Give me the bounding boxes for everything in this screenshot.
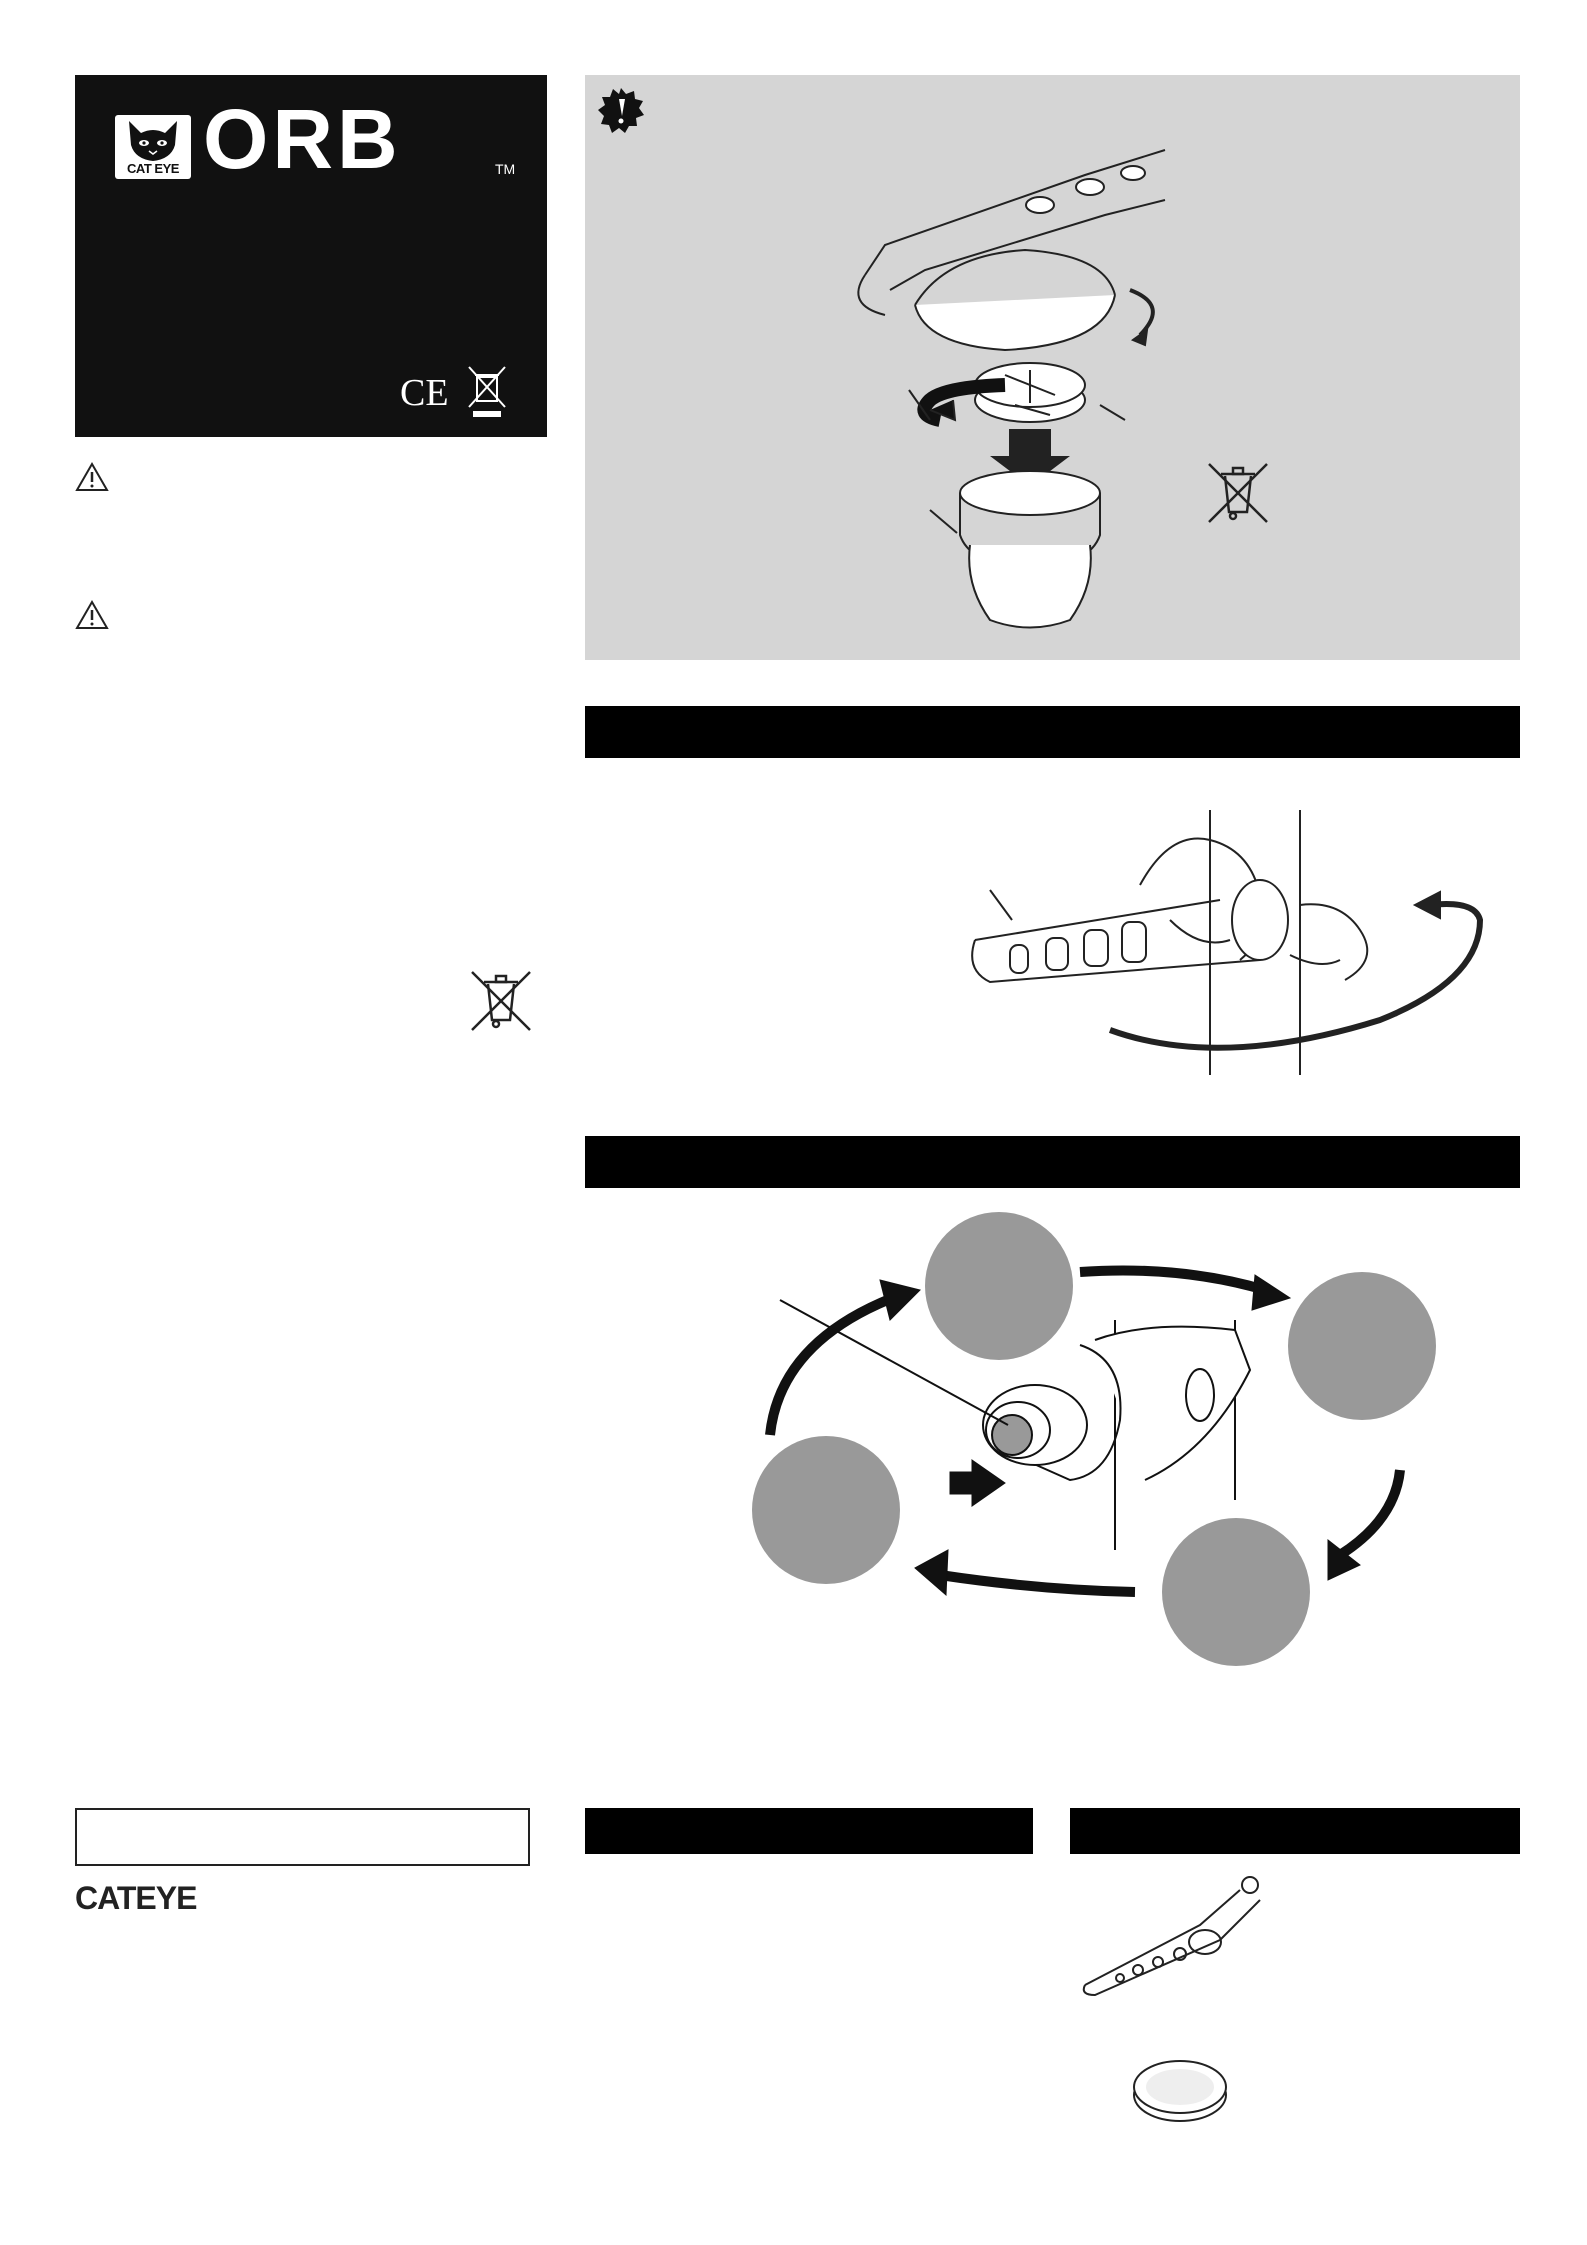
section-header-bar <box>585 1808 1033 1854</box>
warning-icon <box>75 600 109 630</box>
section-header-bar <box>585 1136 1520 1188</box>
footer-box <box>75 1808 530 1866</box>
logo-brand-text: CAT EYE <box>127 161 179 176</box>
weee-bin-icon <box>467 365 507 419</box>
battery-replacement-panel <box>585 75 1520 660</box>
mounting-diagram <box>960 810 1500 1080</box>
section-header-bar <box>585 706 1520 758</box>
footer-brand-logo: CATEYE <box>75 1880 197 1916</box>
trademark: TM <box>495 161 516 177</box>
weee-bin-icon <box>1205 460 1271 524</box>
bracket-strap-image <box>1080 1870 1280 2000</box>
cat-head-icon <box>115 115 191 165</box>
product-name: ORB <box>203 92 402 186</box>
warning-icon <box>75 462 109 492</box>
section-header-bar <box>1070 1808 1520 1854</box>
mode-cycle-diagram <box>780 1250 1440 1620</box>
cover-panel <box>75 75 547 437</box>
weee-bin-icon <box>468 968 534 1032</box>
ce-mark-icon: CE <box>400 372 449 414</box>
cateye-logo <box>115 115 191 179</box>
battery-diagram <box>585 75 1520 660</box>
coin-battery-image <box>1130 2055 1230 2125</box>
